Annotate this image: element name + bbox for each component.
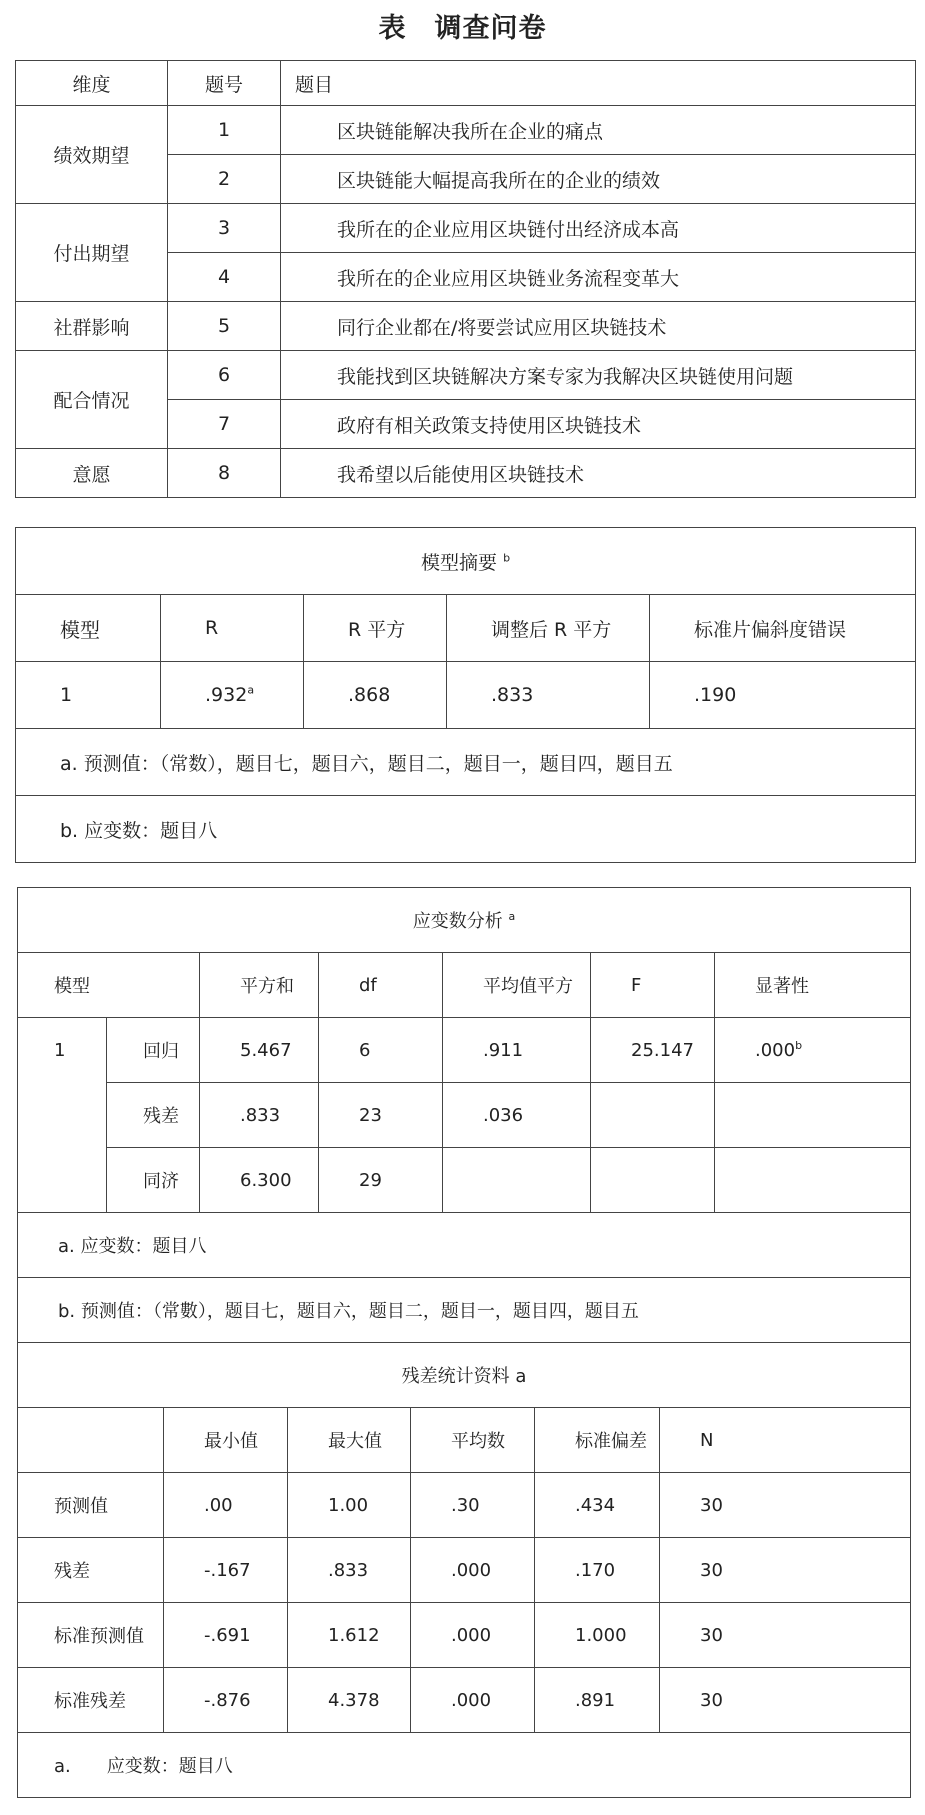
question-number: 7: [168, 400, 281, 449]
n-value: 30: [660, 1538, 911, 1603]
n-value: 30: [660, 1473, 911, 1538]
f-value: 25.147: [591, 1018, 715, 1083]
r-superscript: a: [247, 683, 255, 697]
df-value: 23: [319, 1083, 443, 1148]
header-model: 模型: [18, 953, 200, 1018]
std-error-value: .190: [650, 662, 916, 729]
n-value: 30: [660, 1668, 911, 1733]
questionnaire-table: [15, 60, 916, 498]
row-label: 预测值: [18, 1473, 164, 1538]
r-square-value: .868: [304, 662, 447, 729]
table-caption: [16, 528, 916, 595]
header-model: 模型: [16, 595, 161, 662]
minimum-value: -.167: [164, 1538, 288, 1603]
residual-statistics-table: [17, 1342, 911, 1798]
question-text: 区块链能大幅提高我所在的企业的绩效: [281, 155, 916, 204]
mean-value: .000: [411, 1538, 535, 1603]
maximum-value: 4.378: [288, 1668, 411, 1733]
row-label: 残差: [18, 1538, 164, 1603]
header-minimum: 最小值: [164, 1408, 288, 1473]
r-value-cell: [161, 662, 304, 729]
question-number: 6: [168, 351, 281, 400]
minimum-value: -.691: [164, 1603, 288, 1668]
question-text: 我能找到区块链解决方案专家为我解决区块链使用问题: [281, 351, 916, 400]
table-caption: 残差统计资料 a: [18, 1343, 911, 1408]
header-number: 题号: [168, 61, 281, 106]
row-label: 标准残差: [18, 1668, 164, 1733]
header-std-error: 标准片偏斜度错误: [650, 595, 916, 662]
model-value: 1: [18, 1018, 107, 1213]
header-mean: 平均数: [411, 1408, 535, 1473]
maximum-value: 1.612: [288, 1603, 411, 1668]
mean-square-value: [443, 1148, 591, 1213]
caption-superscript: a: [508, 910, 516, 923]
header-maximum: 最大值: [288, 1408, 411, 1473]
header-f: F: [591, 953, 715, 1018]
mean-square-value: .036: [443, 1083, 591, 1148]
f-value: [591, 1083, 715, 1148]
n-value: 30: [660, 1603, 911, 1668]
std-deviation-value: .170: [535, 1538, 660, 1603]
header-mean-square: 平均值平方: [443, 953, 591, 1018]
sum-of-squares-value: .833: [200, 1083, 319, 1148]
header-r: R: [161, 595, 304, 662]
footnote-row: [18, 1213, 911, 1278]
table-row: [16, 662, 916, 729]
caption-text: 应变数分析: [412, 911, 503, 932]
table-header-row: [18, 1408, 911, 1473]
table-row: [16, 204, 916, 253]
significance-value: .000: [755, 1039, 796, 1061]
row-label: 残差: [107, 1083, 200, 1148]
row-label: 标准预测值: [18, 1603, 164, 1668]
question-text: 我所在的企业应用区块链业务流程变革大: [281, 253, 916, 302]
question-number: 3: [168, 204, 281, 253]
header-sum-of-squares: 平方和: [200, 953, 319, 1018]
significance-superscript: b: [795, 1038, 803, 1052]
sum-of-squares-value: 6.300: [200, 1148, 319, 1213]
caption-text: 模型摘要: [421, 551, 498, 574]
table-row: [18, 1083, 911, 1148]
footnote-a: a. 应变数：题目八: [18, 1733, 911, 1798]
table-row: [18, 1538, 911, 1603]
std-deviation-value: .434: [535, 1473, 660, 1538]
adjusted-r-square-value: .833: [447, 662, 650, 729]
footnote-row: [16, 729, 916, 796]
question-text: 政府有相关政策支持使用区块链技术: [281, 400, 916, 449]
r-value: .932: [205, 684, 248, 706]
table-row: [18, 1148, 911, 1213]
mean-value: .30: [411, 1473, 535, 1538]
table-row: [16, 106, 916, 155]
question-number: 1: [168, 106, 281, 155]
question-number: 4: [168, 253, 281, 302]
header-r-square: R 平方: [304, 595, 447, 662]
caption-superscript: b: [503, 551, 511, 565]
question-text: 区块链能解决我所在企业的痛点: [281, 106, 916, 155]
std-deviation-value: 1.000: [535, 1603, 660, 1668]
caption-row: [18, 1343, 911, 1408]
footnote-a: a. 应变数：题目八: [18, 1213, 911, 1278]
df-value: 6: [319, 1018, 443, 1083]
footnote-row: [18, 1733, 911, 1798]
footnote-row: [16, 796, 916, 863]
table-header-row: [16, 595, 916, 662]
footnote-b: b. 预测值：（常數），题目七，题目六，题目二，题目一，题目四，题目五: [18, 1278, 911, 1343]
header-dimension: 维度: [16, 61, 168, 106]
anova-table: [17, 887, 911, 1343]
caption-row: [16, 528, 916, 595]
dimension-cell: 配合情况: [16, 351, 168, 449]
header-std-deviation: 标准偏差: [535, 1408, 660, 1473]
mean-value: .000: [411, 1603, 535, 1668]
caption-row: [18, 888, 911, 953]
mean-value: .000: [411, 1668, 535, 1733]
maximum-value: .833: [288, 1538, 411, 1603]
f-value: [591, 1148, 715, 1213]
maximum-value: 1.00: [288, 1473, 411, 1538]
std-deviation-value: .891: [535, 1668, 660, 1733]
footnote-b: b. 应变数：题目八: [16, 796, 916, 863]
table-row: [18, 1018, 911, 1083]
model-value: 1: [16, 662, 161, 729]
row-label: 同济: [107, 1148, 200, 1213]
question-text: 我希望以后能使用区块链技术: [281, 449, 916, 498]
model-summary-table: [15, 527, 916, 863]
header-significance: 显著性: [715, 953, 911, 1018]
table-row: [18, 1603, 911, 1668]
dimension-cell: 社群影响: [16, 302, 168, 351]
page-title: 表 调查问卷: [378, 13, 547, 44]
row-label: 回归: [107, 1018, 200, 1083]
header-question: 题目: [281, 61, 916, 106]
footnote-row: [18, 1278, 911, 1343]
minimum-value: -.876: [164, 1668, 288, 1733]
significance-cell: [715, 1018, 911, 1083]
table-row: [18, 1668, 911, 1733]
sum-of-squares-value: 5.467: [200, 1018, 319, 1083]
dimension-cell: 付出期望: [16, 204, 168, 302]
header-df: df: [319, 953, 443, 1018]
question-number: 2: [168, 155, 281, 204]
header-adjusted-r-square: 调整后 R 平方: [447, 595, 650, 662]
header-n: N: [660, 1408, 911, 1473]
significance-value: [715, 1083, 911, 1148]
table-header-row: [18, 953, 911, 1018]
mean-square-value: .911: [443, 1018, 591, 1083]
table-row: [16, 351, 916, 400]
table-header-row: [16, 61, 916, 106]
footnote-a: a. 预测值：（常数），题目七，题目六，题目二，题目一，题目四，题目五: [16, 729, 916, 796]
question-number: 5: [168, 302, 281, 351]
dimension-cell: 绩效期望: [16, 106, 168, 204]
table-row: [18, 1473, 911, 1538]
dimension-cell: 意愿: [16, 449, 168, 498]
significance-value: [715, 1148, 911, 1213]
question-text: 同行企业都在/将要尝试应用区块链技术: [281, 302, 916, 351]
minimum-value: .00: [164, 1473, 288, 1538]
question-number: 8: [168, 449, 281, 498]
table-row: [16, 302, 916, 351]
header-empty: [18, 1408, 164, 1473]
df-value: 29: [319, 1148, 443, 1213]
table-row: [16, 449, 916, 498]
question-text: 我所在的企业应用区块链付出经济成本高: [281, 204, 916, 253]
table-caption: [18, 888, 911, 953]
